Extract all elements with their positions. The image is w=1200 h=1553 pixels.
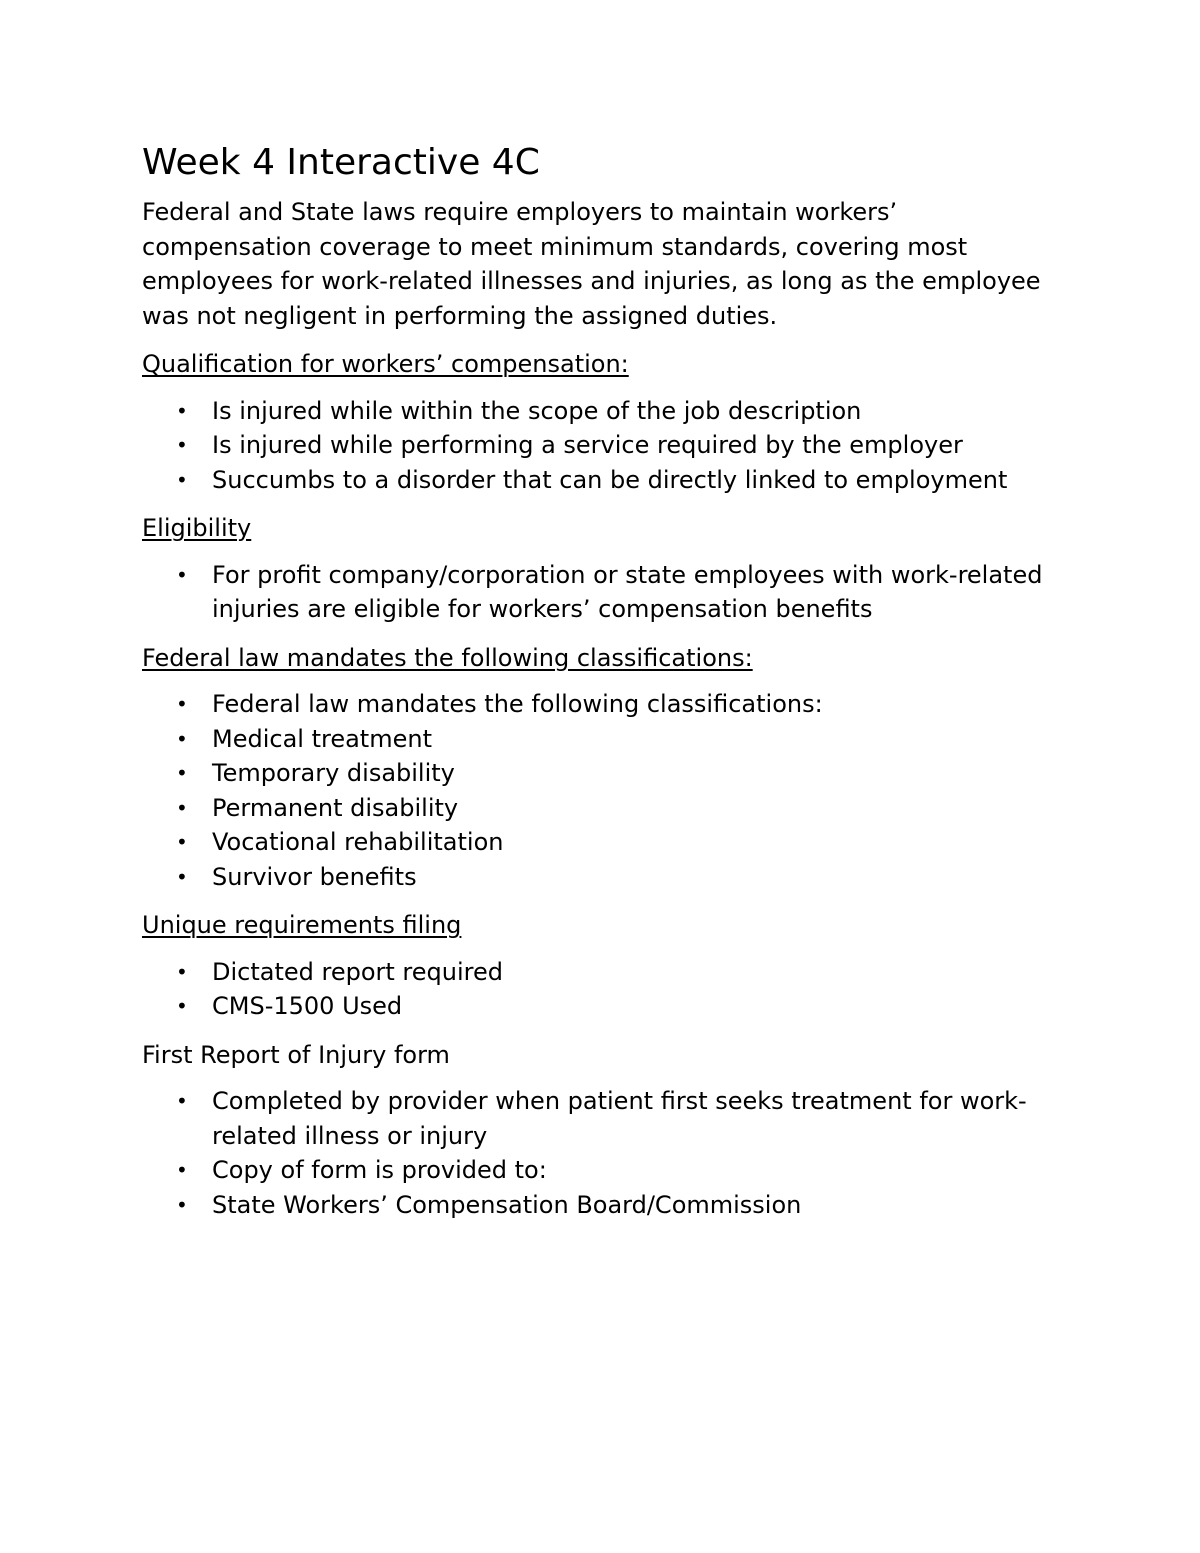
bullet-icon: • [176,398,188,423]
bullet-icon: • [176,433,188,457]
list-item [142,1084,1072,1153]
list-item-text: Temporary disability [212,759,455,787]
list-item-text: CMS-1500 Used [212,992,403,1020]
section-classifications [142,641,1072,895]
intro-paragraph: Federal and State laws require employers to maintain workers’ compensation coverage to meet minimum standards, covering most employees for work-related illnesses and injuries, as long as the employee was not negligent in performing the assigned duties. [142,198,1041,330]
section-heading: Federal law mandates the following classifications: [142,643,753,672]
bullet-icon: • [176,467,188,492]
list-item-text: Survivor benefits [212,862,417,891]
bullet-icon: • [176,562,188,587]
list-item-text: Is injured while within the scope of the job description [212,396,862,425]
list-item-text: Federal law mandates the following classifications: [212,690,823,718]
bullet-icon: • [176,761,188,785]
list-item-text: Permanent disability [212,793,459,822]
list-item-text: Medical treatment [212,724,432,753]
list-item [142,756,1072,791]
list-item-text: Copy of form is provided to: [212,1156,547,1184]
bullet-icon: • [176,864,188,889]
list-item [142,687,1072,722]
section-heading: Unique requirements filing [142,911,462,939]
section-eligibility [142,511,1072,627]
list-item-text: State Workers’ Compensation Board/Commission [212,1190,802,1219]
bullet-icon: • [176,1158,188,1182]
list-item-text: Dictated report required [212,957,503,986]
list-item-text: Completed by provider when patient first seeks treatment for work-related illness or injury [212,1087,1027,1150]
list-item [142,722,1072,757]
section-heading: Qualification for workers’ compensation: [142,350,629,378]
bullet-icon: • [176,795,188,820]
list-item-text: Is injured while performing a service required by the employer [212,431,963,459]
bullet-icon: • [176,959,188,984]
list-item [142,955,1072,990]
bullet-list [142,687,1072,894]
section-unique-requirements [142,908,1072,1024]
bullet-icon: • [176,726,188,751]
bullet-list [142,558,1072,627]
list-item [142,989,1072,1024]
list-item-text: Succumbs to a disorder that can be directly linked to employment [212,465,1008,494]
list-item [142,463,1072,498]
list-item [142,1153,1072,1188]
section-first-report [142,1038,1072,1223]
section-heading: Eligibility [142,514,252,542]
bullet-list [142,394,1072,498]
section-heading: First Report of Injury form [142,1040,450,1069]
list-item [142,825,1072,860]
bullet-icon: • [176,994,188,1018]
bullet-icon: • [176,830,188,854]
list-item-text: Vocational rehabilitation [212,828,504,856]
bullet-list [142,955,1072,1024]
list-item-text: For profit company/corporation or state employees with work-related injuries are eligible for workers’ compensation benefits [212,560,1043,623]
list-item [142,1188,1072,1223]
document-page [142,140,1072,1236]
bullet-icon: • [176,692,188,716]
list-item [142,860,1072,895]
list-item [142,791,1072,826]
bullet-icon: • [176,1089,188,1113]
document-title: Week 4 Interactive 4C [142,142,540,183]
list-item [142,428,1072,463]
list-item [142,394,1072,429]
bullet-list [142,1084,1072,1222]
section-qualification [142,347,1072,497]
list-item [142,558,1072,627]
bullet-icon: • [176,1192,188,1217]
